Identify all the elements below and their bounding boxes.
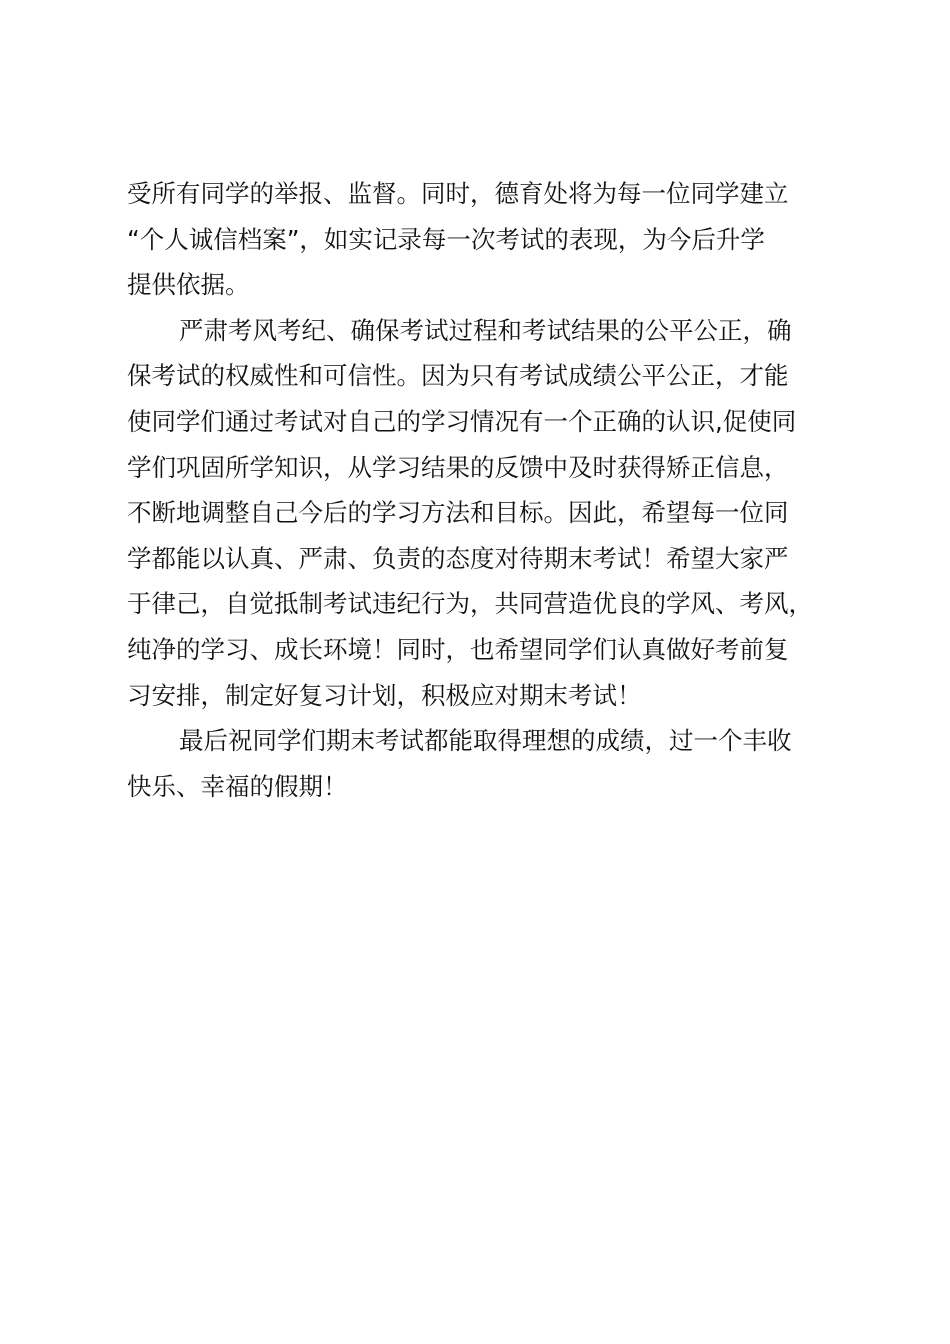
text-line: 习安排，制定好复习计划，积极应对期末考试！ [127,680,642,710]
text-line: 纯净的学习、成长环境！同时，也希望同学们认真做好考前复 [127,634,789,664]
text-line: 于律己，自觉抵制考试违纪行为，共同营造优良的学风、考风， [127,589,813,619]
paragraph-start-line: 严肃考风考纪、确保考试过程和考试结果的公平公正，确 [179,315,792,345]
body-text [127,171,867,809]
text-line: 快乐、幸福的假期！ [127,771,348,801]
text-line: 受所有同学的举报、监督。同时，德育处将为每一位同学建立 [127,179,789,208]
text-line: 提供依据。 [127,270,250,300]
text-line: “个人诚信档案”，如实记录每一次考试的表现，为今后升学 [127,224,765,254]
text-line: 保考试的权威性和可信性。因为只有考试成绩公平公正，才能 [127,361,789,391]
text-line: 学都能以认真、严肃、负责的态度对待期末考试！希望大家严 [127,543,789,573]
text-line: 使同学们通过考试对自己的学习情况有一个正确的认识,促使同 [127,406,797,436]
text-line: 不断地调整自己今后的学习方法和目标。因此，希望每一位同 [127,498,789,528]
paragraph-start-line: 最后祝同学们期末考试都能取得理想的成绩，过一个丰收 [179,726,792,756]
text-line: 学们巩固所学知识，从学习结果的反馈中及时获得矫正信息， [127,452,789,482]
